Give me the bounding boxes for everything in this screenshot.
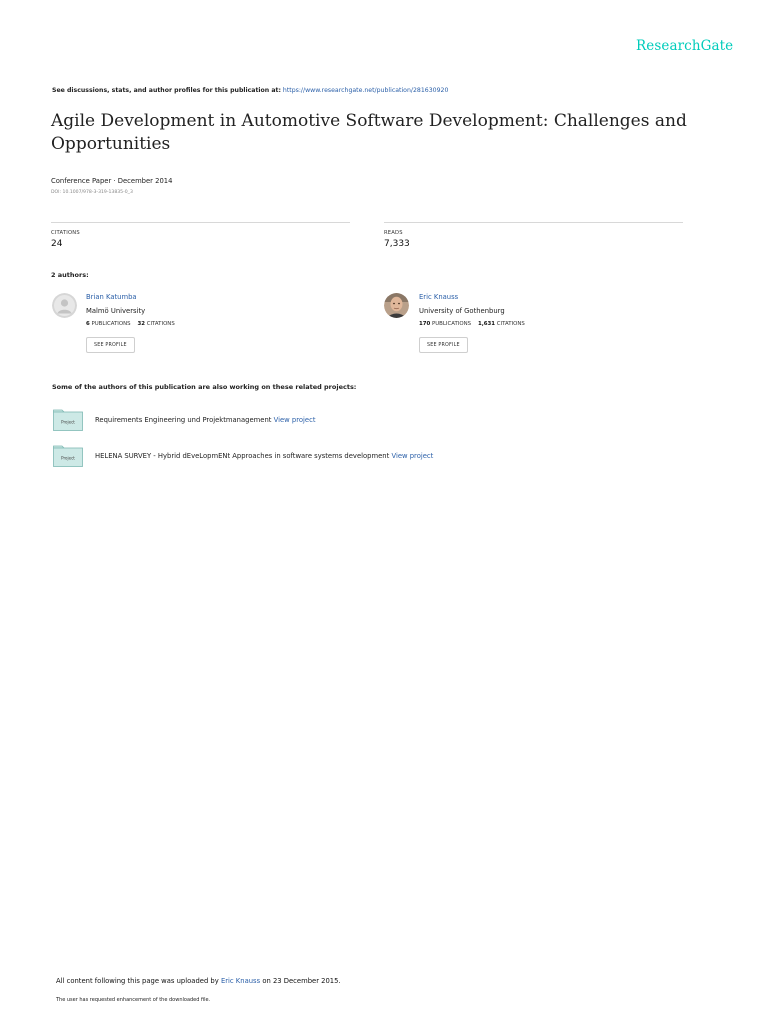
author-affiliation: Malmö University [86, 307, 146, 315]
publication-doi: DOI: 10.1007/978-3-319-13835-0_3 [51, 190, 133, 195]
citation-count: 1,631 [477, 321, 496, 327]
project-item [95, 416, 316, 424]
enhancement-request-note: The user has requested enhancement of the downloaded file. [56, 997, 211, 1003]
see-profile-button[interactable]: SEE PROFILE [86, 337, 135, 353]
related-projects-heading: Some of the authors of this publication are also working on these related projects: [52, 383, 357, 391]
default-avatar-icon [52, 293, 77, 318]
author-counts [419, 321, 525, 327]
uploader-link[interactable]: Eric Knauss [220, 977, 261, 985]
publications-label: PUBLICATIONS [91, 321, 131, 327]
author-name-link[interactable]: Brian Katumba [86, 293, 137, 301]
reads-divider [384, 222, 683, 223]
citation-count: 32 [137, 321, 145, 327]
publication-count: 170 [419, 321, 431, 327]
author-affiliation: University of Gothenburg [419, 307, 505, 315]
reads-value: 7,333 [384, 239, 410, 249]
publication-count: 6 [86, 321, 90, 327]
citations-value: 24 [51, 239, 63, 249]
publications-label: PUBLICATIONS [431, 321, 472, 327]
project-folder-icon [53, 445, 83, 467]
see-profile-button[interactable]: SEE PROFILE [419, 337, 468, 353]
author-photo-icon [384, 293, 409, 318]
reads-label: READS [384, 230, 403, 236]
see-discussions-text: See discussions, stats, and author profiles for this publication at: [52, 87, 281, 94]
see-discussions-line [52, 87, 448, 94]
view-project-link[interactable]: View project [273, 416, 316, 424]
author-name-link[interactable]: Eric Knauss [419, 293, 459, 301]
upload-prefix: All content following this page was uploaded by [56, 977, 219, 985]
project-item [95, 452, 433, 460]
publication-title: Agile Development in Automotive Software Development: Challenges and Opportunities [51, 111, 687, 154]
upload-note [56, 977, 341, 985]
citations-divider [51, 222, 350, 223]
publication-type-date: Conference Paper · December 2014 [51, 177, 173, 185]
researchgate-logo[interactable]: ResearchGate [636, 38, 734, 54]
view-project-link[interactable]: View project [391, 452, 434, 460]
project-folder-label: Project [61, 419, 75, 425]
citations-label: CITATIONS [496, 321, 525, 327]
project-folder-label: Project [61, 455, 75, 461]
authors-heading: 2 authors: [51, 271, 89, 279]
author-avatar-placeholder[interactable] [52, 293, 77, 318]
publication-url-link[interactable]: https://www.researchgate.net/publication/281630920 [282, 87, 449, 94]
project-title: Requirements Engineering und Projektmanagement [95, 416, 272, 424]
citations-label: CITATIONS [51, 230, 80, 236]
citations-label: CITATIONS [146, 321, 175, 327]
project-folder-icon [53, 409, 83, 431]
author-photo[interactable] [384, 293, 409, 318]
author-counts [86, 321, 175, 327]
upload-date: on 23 December 2015. [262, 977, 341, 985]
project-title: HELENA SURVEY - Hybrid dEveLopmENt Approaches in software systems development [95, 452, 390, 460]
